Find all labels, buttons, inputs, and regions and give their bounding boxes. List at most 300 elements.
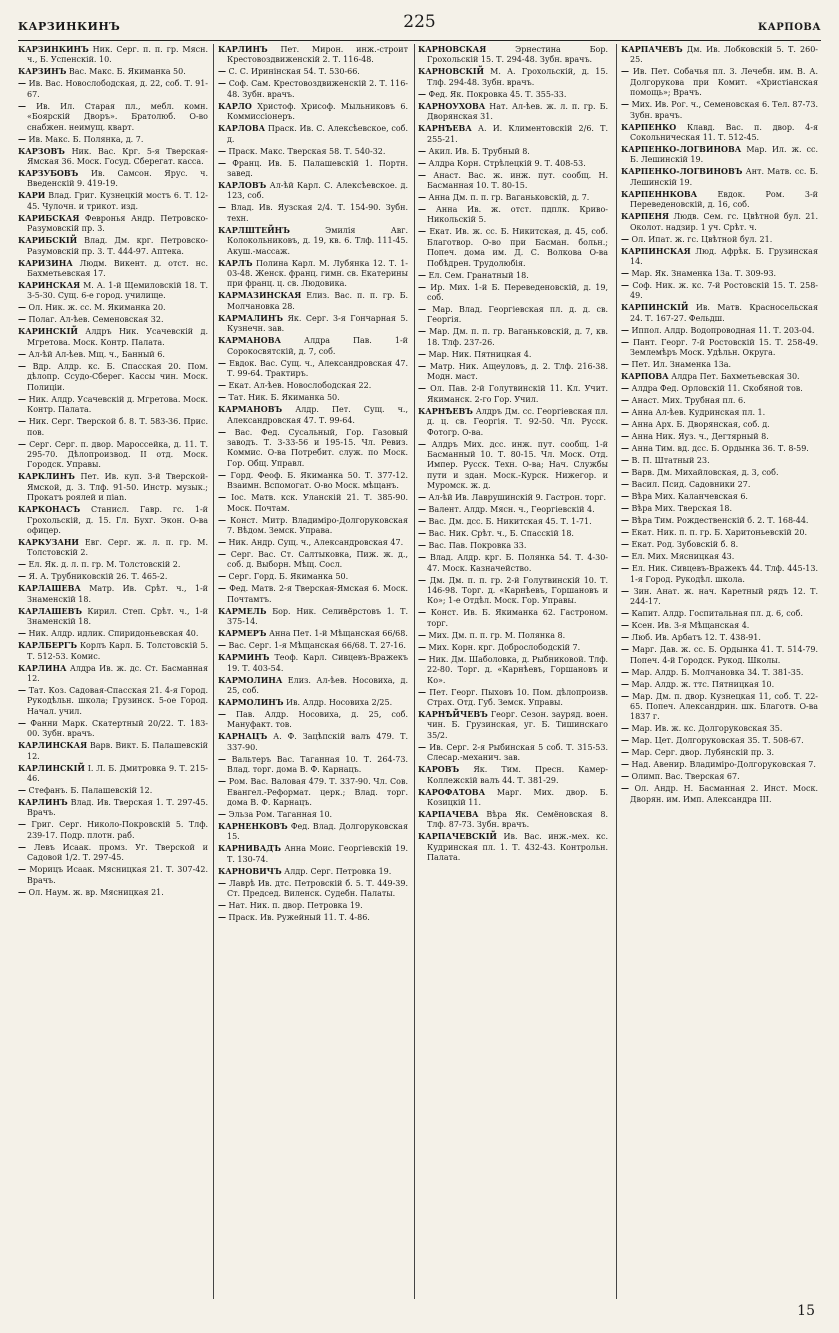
entry-details: Ант. Матв. сс. Б. Лешинскій 19. <box>630 167 818 187</box>
entry-details: Праск. Ив. Ружейный 11. Т. 4-86. <box>228 913 370 923</box>
entry-name: КАРПЕНЯ <box>621 211 670 222</box>
directory-entry <box>621 771 818 782</box>
entry-name: — <box>621 66 629 77</box>
entry-details: Алдр. Серг. Петровка 19. <box>284 866 392 876</box>
entry-name: КАРПАЧЕВСКІЙ <box>418 831 497 842</box>
directory-entry <box>218 492 408 514</box>
entry-details: Мар. Ник. Пятницкая 4. <box>428 349 532 359</box>
directory-entry <box>218 258 408 290</box>
entry-details: Мар. Серг. двор. Лубянскій пр. 3. <box>631 748 775 758</box>
directory-entry <box>18 101 208 133</box>
entry-name: — <box>418 540 426 551</box>
column-4 <box>621 44 818 1299</box>
directory-entry <box>621 691 818 723</box>
entry-details: Мих. Корн. крг. Доброслободскій 7. <box>428 642 581 652</box>
entry-name: КАРОФАТОВА <box>418 786 486 797</box>
entry-details: Ив. Макс. Б. Полянка, д. 7. <box>28 134 144 144</box>
entry-details: Пет. Мирон. инж.-строит Крестовоздвиженскій 2. Т. 116-48. <box>227 45 408 65</box>
entry-details: Анна Тим. вд. дсс. Б. Ордынка 36. Т. 8-59. <box>631 444 809 454</box>
entry-details: Вас. Макс. Б. Якиманка 50. <box>68 67 186 77</box>
entry-details: Ив. Вас. инж.-мех. кс. Кудринская пл. 1. Т. 432-43. Контрольн. Палата. <box>427 832 608 863</box>
entry-name: КАРНОУХОВА <box>418 100 486 111</box>
directory-entry <box>621 563 818 585</box>
entry-name: — <box>621 503 629 514</box>
directory-entry <box>18 785 208 796</box>
directory-entry <box>621 211 818 233</box>
entry-details: Екат. Род. Зубовскій б. 8. <box>631 540 739 550</box>
directory-entry <box>218 697 408 708</box>
entry-name: — <box>418 607 426 618</box>
directory-entry <box>18 583 208 605</box>
entry-name: — <box>18 348 26 359</box>
entry-name: КАРНОВСКАЯ <box>418 44 487 54</box>
directory-entry <box>18 606 208 628</box>
entry-details: Левъ Исаак. промз. Уг. Тверской и Садовой 1/2. Т. 297-45. <box>27 842 208 863</box>
entry-name: — <box>18 100 26 111</box>
directory-entry <box>621 467 818 478</box>
entry-name: — <box>218 145 226 156</box>
entry-details: Алдра Фед. Орловскій 11. Скобяной тов. <box>631 384 803 394</box>
entry-name: КАРЗОВЪ <box>18 145 65 156</box>
entry-name: — <box>418 574 426 585</box>
columns-area <box>18 44 821 1299</box>
entry-details: Олимп. Вас. Тверская 67. <box>631 772 740 782</box>
directory-entry <box>18 44 208 66</box>
entry-details: Людв. Сем. гс. Цвѣтной бул. 21. Околот. надзир. 1 уч. Срѣт. ч. <box>630 212 818 232</box>
entry-details: Як. Тим. Пресн. Камер-Коллежскій валъ 44. Т. 381-29. <box>427 765 608 785</box>
entry-details: Ив. Ил. Старая пл., мебл. комн. «Боярскій Дворъ». Братолюб. О-во снабжен. неимущ. кварт. <box>27 101 208 132</box>
directory-entry <box>18 864 208 886</box>
entry-name: — <box>18 438 26 449</box>
entry-details: Люд. Афрѣк. Б. Грузинская 14. <box>630 246 818 267</box>
entry-name: КАРОВЪ <box>418 764 460 775</box>
directory-entry <box>418 742 608 764</box>
directory-entry <box>18 740 208 762</box>
entry-details: Эльза Ром. Таганная 10. <box>228 810 333 819</box>
entry-name: — <box>621 443 629 454</box>
entry-details: Як. Серг. 3-я Гончарная 5. Кузнечн. зав. <box>227 313 408 334</box>
entry-name: — <box>621 723 629 734</box>
entry-details: Ол. Пав. 2-й Голутвинскій 11. Кл. Учит. Якиманск. 2-го Гор. Учил. <box>427 384 608 404</box>
directory-entry <box>218 900 408 911</box>
directory-entry <box>218 754 408 776</box>
entry-details: Ел. Мих. Мясницкая 43. <box>631 552 735 562</box>
directory-entry <box>418 528 608 539</box>
entry-details: Мар. Ил. ж. сс. Б. Лешинскій 19. <box>630 145 818 165</box>
entry-details: Мар. Дм. п. п. гр. Ваганьковскій, д. 7, кв. 18. Тлф. 237-26. <box>427 327 608 347</box>
directory-entry <box>621 359 818 370</box>
entry-details: Фед. Влад. Долгоруковская 15. <box>227 822 408 842</box>
directory-entry <box>621 166 818 188</box>
entry-details: Ел. Як. д. л. п. гр. М. Толстовскій 2. <box>28 560 181 570</box>
entry-name: — <box>418 145 426 156</box>
entry-details: Варв. Викт. Б. Палашевскій 12. <box>27 741 208 761</box>
entry-details: Влад. Алдр. крг. Б. Полянка 54. Т. 4-30-47. Моск. Казначейство. <box>427 553 608 573</box>
entry-name: КАРМАЗИНСКАЯ <box>218 290 302 301</box>
header-right-surname: КАРПОВА <box>757 22 821 33</box>
directory-entry <box>621 667 818 678</box>
entry-name: — <box>218 492 226 503</box>
directory-entry <box>18 819 208 841</box>
directory-entry <box>621 515 818 526</box>
entry-name: — <box>18 684 26 695</box>
entry-details: Теоф. Карл. Сивцевъ-Вражекъ 19. Т. 403-54. <box>227 653 408 673</box>
directory-entry <box>418 192 608 203</box>
entry-name: — <box>621 783 629 794</box>
directory-entry <box>218 335 408 357</box>
directory-entry <box>621 735 818 746</box>
directory-entry <box>418 66 608 88</box>
entry-name: КАРИЗИНА <box>18 257 73 268</box>
entry-details: Фанни Марк. Скатертный 20/22. Т. 183-00. Зубн. врачъ. <box>27 718 208 739</box>
directory-entry <box>218 358 408 380</box>
directory-entry <box>621 325 818 336</box>
directory-entry <box>218 44 408 66</box>
entry-name: — <box>18 785 26 795</box>
entry-details: Ал-ѣй Карл. С. Алексѣевское. д. 123, соб. <box>227 181 408 201</box>
directory-entry <box>218 628 408 639</box>
entry-details: Бор. Ник. Селивёрстовъ 1. Т. 375-14. <box>227 606 408 627</box>
entry-details: Екат. Ник. п. п. гр. Б. Харитоньевскій 20. <box>631 528 807 538</box>
entry-details: Евг. Серг. ж. л. п. гр. М. Толстовскій 2. <box>27 537 208 558</box>
directory-entry <box>218 866 408 877</box>
entry-name: — <box>621 99 629 110</box>
directory-entry <box>418 349 608 360</box>
directory-entry <box>218 652 408 674</box>
entry-details: Вальтеръ Вас. Таганная 10. Т. 264-73. Влад. торг. дома В. Ф. Карнацъ. <box>227 754 408 775</box>
entry-name: — <box>621 479 629 490</box>
entry-details: Мар. Алдр. Б. Молчановка 34. Т. 381-35. <box>631 667 804 677</box>
entry-details: Алдра Ив. ж. дс. Ст. Басманная 12. <box>27 663 208 683</box>
directory-entry <box>621 66 818 98</box>
entry-name: — <box>418 157 426 168</box>
entry-details: Алдръ Мих. дсс. инж. пут. сообщ. 1-й Басманный 10. Т. 80-15. Чл. Моск. Отд. Импер. Русск. Техн. О-ва; Нач. Службы пути и здан. Моск.-Курск. Нижегор. и Муромск. ж. д. <box>427 439 608 491</box>
directory-entry <box>418 764 608 786</box>
directory-entry <box>218 470 408 492</box>
entry-details: Фед. Як. Покровка 45. Т. 355-33. <box>428 89 567 99</box>
entry-details: Ник. Серг. Тверской б. 8. Т. 583-36. Прис. пов. <box>27 417 208 437</box>
entry-details: М. А. 1-й Щемиловскій 18. Т. 3-5-30. Сущ. 6-е город. училище. <box>27 281 208 301</box>
entry-details: Васил. Псид. Садовники 27. <box>631 480 751 490</box>
entry-details: Ив. Пет. Собачья пл. 3. Лечебн. им. В. А. Долгорукова при Комит. «Христіанская помощь»; Врачъ. <box>630 67 818 98</box>
entry-details: Вас. Ник. Срѣт. ч., Б. Спасскій 18. <box>428 529 574 539</box>
entry-details: Ол. Ипат. ж. гс. Цвѣтной бул. 21. <box>631 234 773 244</box>
directory-entry <box>218 843 408 865</box>
entry-name: КАРНѢЕВА <box>418 123 472 134</box>
directory-entry <box>621 679 818 690</box>
entry-details: Анна Ал-ѣев. Кудринская пл. 1. <box>631 408 766 418</box>
entry-name: — <box>218 66 226 77</box>
entry-details: Корлъ Карл. Б. Толстовскій 5. Т. 512-53. Комис. <box>27 641 208 661</box>
directory-entry <box>218 878 408 900</box>
entry-details: М. А. Грохольскій, д. 15. Тлф. 294-48. Зубн. врачъ. <box>427 67 608 87</box>
entry-details: Іос. Матв. кск. Уланскій 21. Т. 385-90. Моск. Почтам. <box>227 493 408 513</box>
entry-name: — <box>621 644 629 655</box>
directory-entry <box>218 123 408 145</box>
entry-details: Дм. Ив. Лобковскій 5. Т. 260-25. <box>630 45 818 65</box>
entry-details: Анна Арх. Б. Дворянская, соб. д. <box>631 420 770 430</box>
entry-details: Мар. Як. Знаменка 13а. Т. 309-93. <box>631 269 777 279</box>
entry-name: КАРЛОВА <box>218 123 266 134</box>
entry-details: Ник. Андр. Сущ. ч., Александровская 47. <box>228 537 404 547</box>
entry-details: Варв. Дм. Михайловская, д. 3, соб. <box>631 468 779 478</box>
entry-name: — <box>621 608 629 619</box>
directory-entry <box>418 492 608 503</box>
entry-details: Алдр. Пет. Сущ. ч., Александровская 47. Т. 99-64. <box>227 405 408 425</box>
entry-details: Пав. Алдр. Носовиха, д. 25, соб. Мануфакт. тов. <box>227 709 408 730</box>
entry-name: КАРНАЦЪ <box>218 731 268 742</box>
entry-details: Влад. Ив. Тверская 1. Т. 297-45. Врачъ. <box>27 798 208 818</box>
footer-page-mark: 15 <box>797 1303 815 1319</box>
directory-entry <box>18 663 208 685</box>
entry-name: КАРЛОВЪ <box>218 180 267 191</box>
entry-details: Вѣра Тим. Рождественскій б. 2. Т. 168-44. <box>631 516 809 526</box>
directory-entry <box>218 709 408 731</box>
directory-entry <box>418 575 608 607</box>
entry-name: КАРНИВАДЪ <box>218 843 281 854</box>
entry-name: — <box>418 169 426 180</box>
entry-name: КАРЗУБОВЪ <box>18 168 79 179</box>
directory-entry <box>621 620 818 631</box>
entry-details: Валент. Алдр. Мясн. ч., Георгіевскій 4. <box>428 505 595 515</box>
page-header <box>18 10 821 41</box>
directory-entry <box>418 158 608 169</box>
entry-details: Елиз. Ал-ѣев. Носовиха, д. 25, соб. <box>227 675 408 695</box>
directory-entry <box>418 101 608 123</box>
entry-details: Праск. Ив. С. Алексѣевское, соб. д. <box>227 124 408 144</box>
directory-entry <box>621 407 818 418</box>
directory-entry <box>18 361 208 393</box>
entry-name: — <box>18 841 26 852</box>
entry-name: — <box>218 78 226 89</box>
entry-details: Пет. Ив. куп. 3-й Тверской-Ямской, д. 3. Тлф. 91-50. Инстр. музык.; Прокатъ роялей и пian. <box>27 472 208 503</box>
directory-entry <box>418 504 608 515</box>
directory-entry <box>18 797 208 819</box>
directory-entry <box>218 158 408 180</box>
directory-entry <box>218 675 408 697</box>
directory-entry <box>18 78 208 100</box>
entry-name: — <box>621 336 629 347</box>
directory-entry <box>621 99 818 121</box>
directory-entry <box>418 809 608 831</box>
directory-entry <box>18 571 208 582</box>
entry-name: — <box>621 539 629 550</box>
entry-details: Алдръ Дм. сс. Георгіевская пл. д. ц. св. Георгія. Т. 92-50. Чл. Русск. Фотогр. О-ва. <box>427 406 608 437</box>
page-number: 225 <box>403 12 436 32</box>
directory-entry <box>621 234 818 245</box>
directory-entry <box>621 783 818 805</box>
directory-entry <box>621 383 818 394</box>
directory-entry <box>418 607 608 629</box>
entry-details: Анаст. Вас. ж. инж. пут. сообщ. Н. Басманная 10. Т. 80-15. <box>427 170 608 191</box>
entry-details: Пет. Георг. Пыховъ 10. Пом. дѣлопроизв. Страх. Отд. Губ. Земск. Управы. <box>427 687 608 707</box>
entry-details: Вдр. Алдр. кс. Б. Спасская 20. Пом. дѣлопр. Ссудо-Сберег. Кассы чин. Моск. Полиціи. <box>27 361 208 392</box>
entry-details: Алдра Пет. Бахметьевская 30. <box>671 372 800 382</box>
entry-details: Ник. Вас. Крг. 5-я Тверская-Ямская 36. Моск. Госуд. Сберегат. касса. <box>27 146 208 167</box>
entry-details: Алдра Пав. 1-й Сорокосвятскій, д. 7, соб. <box>227 336 408 356</box>
entry-name: — <box>621 383 629 394</box>
entry-details: Кирил. Степ. Срѣт. ч., 1-й Знаменскій 18. <box>27 606 208 627</box>
entry-details: Людм. Викент. д. отст. нс. Бахметьевская 17. <box>27 258 208 279</box>
entry-name: КАРЛБЕРГЪ <box>18 640 78 651</box>
entry-name: КАРПОВА <box>621 371 669 382</box>
entry-name: КАРНОВСКІЙ <box>418 66 485 77</box>
entry-details: Лаврѣ Ив. дтс. Петровскій б. 5. Т. 449-39. Ст. Председ. Виленск. Судебн. Палаты. <box>227 878 408 899</box>
entry-details: Ел. Ник. Сивцевъ-Вражекъ 44. Тлф. 445-13. 1-я Город. Рукодѣл. школа. <box>630 564 818 584</box>
entry-details: Полина Карл. М. Лубянка 12. Т. 1-03-48. Женск. франц. гимн. св. Екатерины при франц. ц. св. Людовика. <box>227 258 408 289</box>
entry-details: Мар. Цет. Долгоруковская 35. Т. 508-67. <box>631 736 804 746</box>
entry-name: КАРМИНЪ <box>218 652 270 663</box>
entry-name: КАРЛАШЕВА <box>18 583 81 594</box>
entry-name: — <box>418 269 426 280</box>
entry-name: КАРЛЪ <box>218 257 253 268</box>
directory-entry <box>418 383 608 405</box>
entry-name: КАРИ <box>18 190 46 201</box>
directory-entry <box>621 431 818 442</box>
entry-details: Матр. Ив. Срѣт. ч., 1-й Знаменскій 18. <box>27 584 208 604</box>
entry-name: — <box>621 431 629 442</box>
entry-name: — <box>218 583 226 594</box>
directory-entry <box>621 302 818 324</box>
entry-name: — <box>18 819 26 830</box>
directory-entry <box>18 326 208 348</box>
entry-details: Влад. Дм. крг. Петровско-Разумовскій пр. 3. Т. 444-97. Аптека. <box>27 236 208 256</box>
directory-entry <box>218 549 408 571</box>
directory-entry <box>18 146 208 168</box>
entry-details: Ник. Алдр. Усачевскій д. Мгретова. Моск. Контр. Палата. <box>27 394 208 415</box>
entry-name: КАРПЕННКОВА <box>621 188 698 199</box>
entry-details: Полаг. Ал-ѣев. Семеновская 32. <box>28 315 164 325</box>
entry-details: Вас. Пав. Покровка 33. <box>428 541 527 551</box>
directory-entry <box>418 709 608 741</box>
directory-entry <box>18 887 208 898</box>
entry-details: Нат. Ал-ѣев. ж. л. п. гр. Б. Дворянская 31. <box>427 101 608 122</box>
entry-name: КАРЛИНСКІЙ <box>18 762 85 773</box>
directory-entry <box>621 759 818 770</box>
directory-entry <box>418 687 608 709</box>
entry-name: — <box>18 314 26 325</box>
entry-details: Станисл. Гавр. гс. 1-й Грохольскій, д. 15. Гл. Бухг. Экон. О-ва офицер. <box>27 505 208 535</box>
entry-name: — <box>621 407 629 418</box>
entry-details: Мар. Ив. ж. кс. Долгоруковская 35. <box>631 724 783 734</box>
directory-entry <box>18 628 208 639</box>
entry-details: Георг. Сезон. зауряд. воен. чин. Б. Грузинская, уг. Б. Тишинскаго 35/2. <box>427 709 608 740</box>
directory-entry <box>18 416 208 438</box>
entry-name: — <box>621 515 629 526</box>
directory-entry <box>218 404 408 426</box>
header-left-surname: КАРЗИНКИНЪ <box>18 20 121 33</box>
directory-entry <box>418 304 608 326</box>
entry-name: — <box>621 324 629 335</box>
entry-details: Ксен. Ив. 3-я Мѣщанская 4. <box>631 621 750 631</box>
column-divider <box>414 44 415 1299</box>
column-divider <box>616 44 617 1299</box>
entry-details: Григ. Серг. Николо-Покровскій 5. Тлф. 239-17. Подр. плотн. раб. <box>27 820 208 840</box>
entry-name: — <box>418 304 426 315</box>
entry-name: КАРЗИНЪ <box>18 66 67 77</box>
directory-entry <box>18 66 208 77</box>
entry-details: Ал-ѣй Ал-ѣев. Мщ. ч., Банный 6. <box>28 349 165 359</box>
column-2 <box>218 44 408 1299</box>
directory-entry <box>218 290 408 312</box>
entry-name: — <box>218 392 226 403</box>
directory-entry <box>18 258 208 280</box>
directory-entry <box>418 654 608 686</box>
directory-entry <box>621 586 818 608</box>
entry-name: — <box>621 467 629 478</box>
entry-details: Франц. Ив. Б. Палашевскій 1. Портн. завед. <box>227 158 408 179</box>
directory-entry <box>218 731 408 753</box>
entry-name: КАРЛШТЕЙНЪ <box>218 224 290 235</box>
entry-details: Мих. Ив. Рог. ч., Семеновская 6. Тел. 87-73. Зубн. врачъ. <box>630 100 818 120</box>
entry-details: Ив. Серг. 2-я Рыбинская 5 соб. Т. 315-53. Слесар.-механич. зав. <box>427 742 608 763</box>
directory-entry <box>218 809 408 820</box>
entry-details: Серг. Вас. Ст. Салтыковка, Пиж. ж. д., соб. д. Выборн. Мѣщ. Сосл. <box>227 549 408 570</box>
entry-details: Капит. Алдр. Госпитальная пл. д. 6, соб. <box>631 609 803 619</box>
directory-entry <box>418 146 608 157</box>
directory-entry <box>418 552 608 574</box>
entry-details: Вѣра Мих. Каланчевская 6. <box>631 492 748 502</box>
entry-name: КАРПАЧЕВА <box>418 809 479 819</box>
directory-entry <box>621 144 818 166</box>
directory-entry <box>18 640 208 662</box>
entry-name: — <box>18 360 26 371</box>
entry-details: Анна Пет. 1-й Мѣщанская 66/68. <box>268 629 408 639</box>
entry-name: — <box>418 281 426 292</box>
entry-details: Мар. Алдр. ж. ттс. Пятницкая 10. <box>631 679 775 689</box>
directory-entry <box>418 406 608 438</box>
entry-name: — <box>218 877 226 888</box>
entry-name: — <box>621 632 629 643</box>
entry-name: — <box>621 359 629 370</box>
entry-details: Ол. Наум. ж. вр. Мясницкая 21. <box>28 887 164 897</box>
entry-name: — <box>418 88 426 99</box>
entry-details: Морицъ Исаак. Мясницкая 21. Т. 307-42. Врачъ. <box>27 865 208 885</box>
directory-entry <box>621 551 818 562</box>
directory-entry <box>18 314 208 325</box>
directory-entry <box>18 349 208 360</box>
entry-details: Пант. Георг. 7-й Ростовскій 15. Т. 258-49. Землемѣръ Моск. Удѣльн. Округа. <box>630 337 818 358</box>
entry-name: КАРНѢЕВЪ <box>418 405 473 416</box>
entry-name: — <box>418 348 426 359</box>
entry-name: КАРМЕРЪ <box>218 628 267 639</box>
entry-name: КАРНОВИЧЪ <box>218 865 282 876</box>
entry-details: Ол. Андр. Н. Басманная 2. Инст. Моск. Дворян. им. Имп. Александра III. <box>630 784 818 804</box>
directory-entry <box>621 527 818 538</box>
entry-name: — <box>218 809 226 819</box>
directory-entry <box>418 123 608 145</box>
entry-details: С. С. Иринінская 54. Т. 530-66. <box>228 67 360 77</box>
entry-name: — <box>621 527 629 538</box>
entry-details: Горд. Феоф. Б. Якиманка 50. Т. 377-12. Взаимн. Вспомогат. О-во Моск. мѣщанъ. <box>227 470 408 491</box>
entry-details: Анна Ив. ж. отст. пдплк. Криво-Никольскій 5. <box>427 205 608 225</box>
entry-name: КАРЛИНЪ <box>218 44 268 54</box>
entry-details: Екат. Ив. ж. сс. Б. Никитская, д. 45, соб. Благотвор. О-во при Басман. больн.; Попеч. дома им. Д. С. Волкова О-ва Побѣдрен. Трудолюбія. <box>427 227 608 268</box>
entry-name: — <box>218 380 226 391</box>
entry-name: — <box>621 690 629 701</box>
entry-name: — <box>218 157 226 168</box>
directory-entry <box>418 630 608 641</box>
entry-name: КАРЛИНСКАЯ <box>18 740 88 751</box>
entry-name: — <box>621 268 629 279</box>
directory-entry <box>621 246 818 268</box>
directory-entry <box>621 337 818 359</box>
entry-details: Анна Ник. Яуз. ч., Дегтярный 8. <box>631 432 769 442</box>
directory-entry <box>418 831 608 863</box>
directory-entry <box>218 537 408 548</box>
entry-name: КАРМАНОВЪ <box>218 404 283 415</box>
entry-details: Ник. Дм. Шаболовка, д. Рыбниковой. Тлф. 22-80. Торг. д. «Карнѣевъ, Горшановъ и Ко». <box>427 654 608 685</box>
